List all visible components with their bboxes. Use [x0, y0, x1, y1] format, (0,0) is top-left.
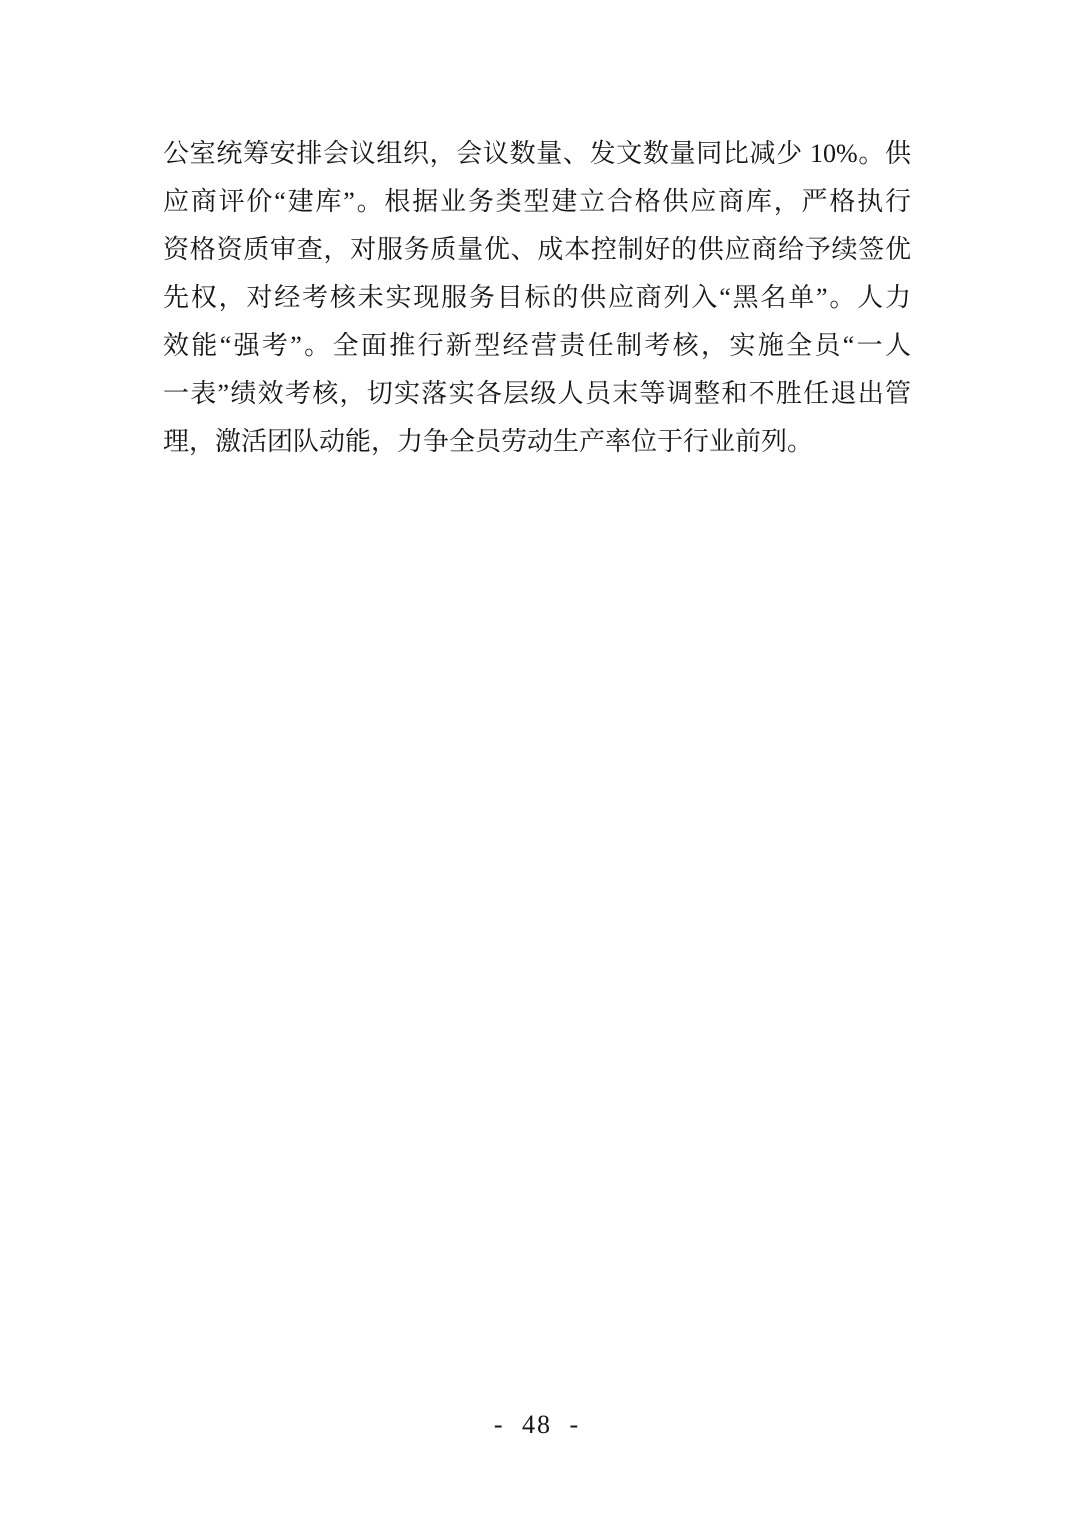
text-line: 效能“强考”。全面推行新型经营责任制考核，实施全员“一人 [163, 331, 911, 360]
text-line: 先权，对经考核未实现服务目标的供应商列入“黑名单”。人力 [163, 283, 911, 312]
text-line: 一表”绩效考核，切实落实各层级人员末等调整和不胜任退出管 [163, 379, 911, 408]
text-line: 资格资质审查，对服务质量优、成本控制好的供应商给予续签优 [163, 235, 911, 264]
paragraph-block [163, 130, 911, 466]
text-line: 公室统筹安排会议组织，会议数量、发文数量同比减少 10%。供 [163, 139, 911, 168]
text-line: 应商评价“建库”。根据业务类型建立合格供应商库，严格执行 [163, 187, 911, 216]
text-line: 理，激活团队动能，力争全员劳动生产率位于行业前列。 [163, 427, 814, 456]
page-number: - 48 - [493, 1410, 581, 1439]
